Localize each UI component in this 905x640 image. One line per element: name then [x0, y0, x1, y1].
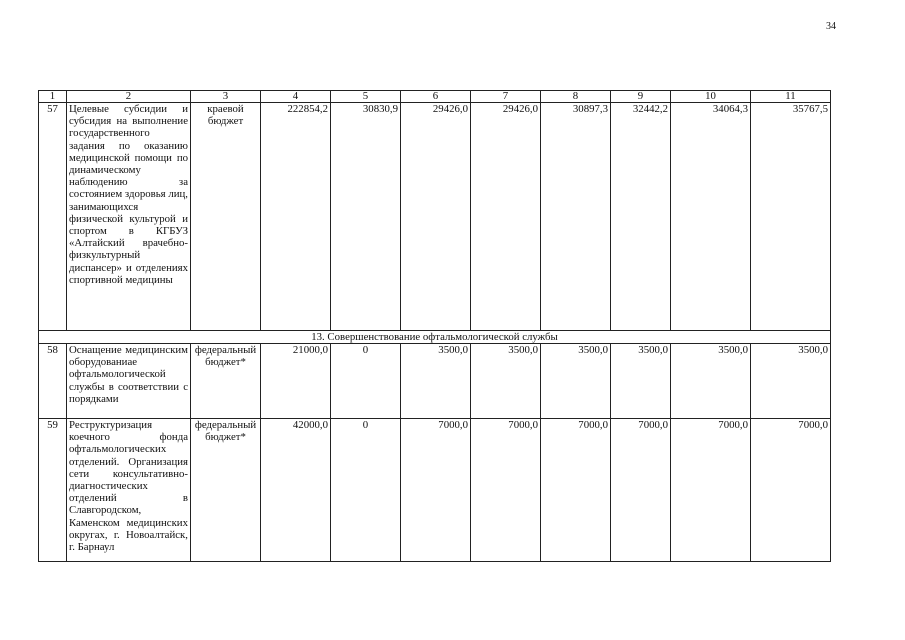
row-funding-source: федеральный бюджет*: [191, 344, 261, 419]
row-value: 32442,2: [611, 103, 671, 331]
header-cell: 9: [611, 91, 671, 103]
row-number: 58: [39, 344, 67, 419]
row-name: Реструктуризация коечного фонда офтальмологических отделений. Организация сети консультативно-диагностических отделений в Славгородском, Каменском медицинских округах, г. Новоалтайск, г. Барнаул: [67, 419, 191, 562]
section-header-row: [39, 331, 831, 344]
row-value: 29426,0: [401, 103, 471, 331]
header-cell: 8: [541, 91, 611, 103]
row-value: 35767,5: [751, 103, 831, 331]
row-value: 3500,0: [671, 344, 751, 419]
header-cell: 2: [67, 91, 191, 103]
header-cell: 7: [471, 91, 541, 103]
row-value: 222854,2: [261, 103, 331, 331]
header-cell: 5: [331, 91, 401, 103]
section-title: 13. Совершенствование офтальмологической службы: [39, 331, 831, 344]
header-cell: 3: [191, 91, 261, 103]
row-value: 7000,0: [401, 419, 471, 562]
row-value: 7000,0: [671, 419, 751, 562]
table-row: [39, 344, 831, 419]
row-funding-source: краевой бюджет: [191, 103, 261, 331]
row-name: Целевые субсидии и субсидия на выполнение государственного задания по оказанию медицинской помощи по динамическому наблюдению за состоянием здоровья лиц, занимающихся физической культурой и спортом в КГБУЗ «Алтайский врачебно-физкультурный диспансер» и отделениях спортивной медицины: [67, 103, 191, 331]
row-value: 3500,0: [611, 344, 671, 419]
header-cell: 4: [261, 91, 331, 103]
row-value: 0: [331, 419, 401, 562]
row-value: 3500,0: [401, 344, 471, 419]
header-cell: 11: [751, 91, 831, 103]
header-cell: 1: [39, 91, 67, 103]
budget-table: [38, 90, 831, 562]
page-number: 34: [826, 21, 836, 32]
row-funding-source: федеральный бюджет*: [191, 419, 261, 562]
row-value: 0: [331, 344, 401, 419]
row-value: 3500,0: [471, 344, 541, 419]
row-value: 7000,0: [541, 419, 611, 562]
row-name: Оснащение медицинским оборудованиае офтальмологической службы в соответствии с порядками: [67, 344, 191, 419]
header-cell: 6: [401, 91, 471, 103]
row-value: 30830,9: [331, 103, 401, 331]
row-value: 30897,3: [541, 103, 611, 331]
row-value: 42000,0: [261, 419, 331, 562]
row-value: 29426,0: [471, 103, 541, 331]
row-value: 7000,0: [751, 419, 831, 562]
table-header-row: [39, 91, 831, 103]
row-value: 7000,0: [611, 419, 671, 562]
row-value: 3500,0: [541, 344, 611, 419]
row-value: 34064,3: [671, 103, 751, 331]
table-row: [39, 419, 831, 562]
row-value: 7000,0: [471, 419, 541, 562]
row-number: 57: [39, 103, 67, 331]
header-cell: 10: [671, 91, 751, 103]
row-number: 59: [39, 419, 67, 562]
row-value: 3500,0: [751, 344, 831, 419]
row-value: 21000,0: [261, 344, 331, 419]
table-row: [39, 103, 831, 331]
